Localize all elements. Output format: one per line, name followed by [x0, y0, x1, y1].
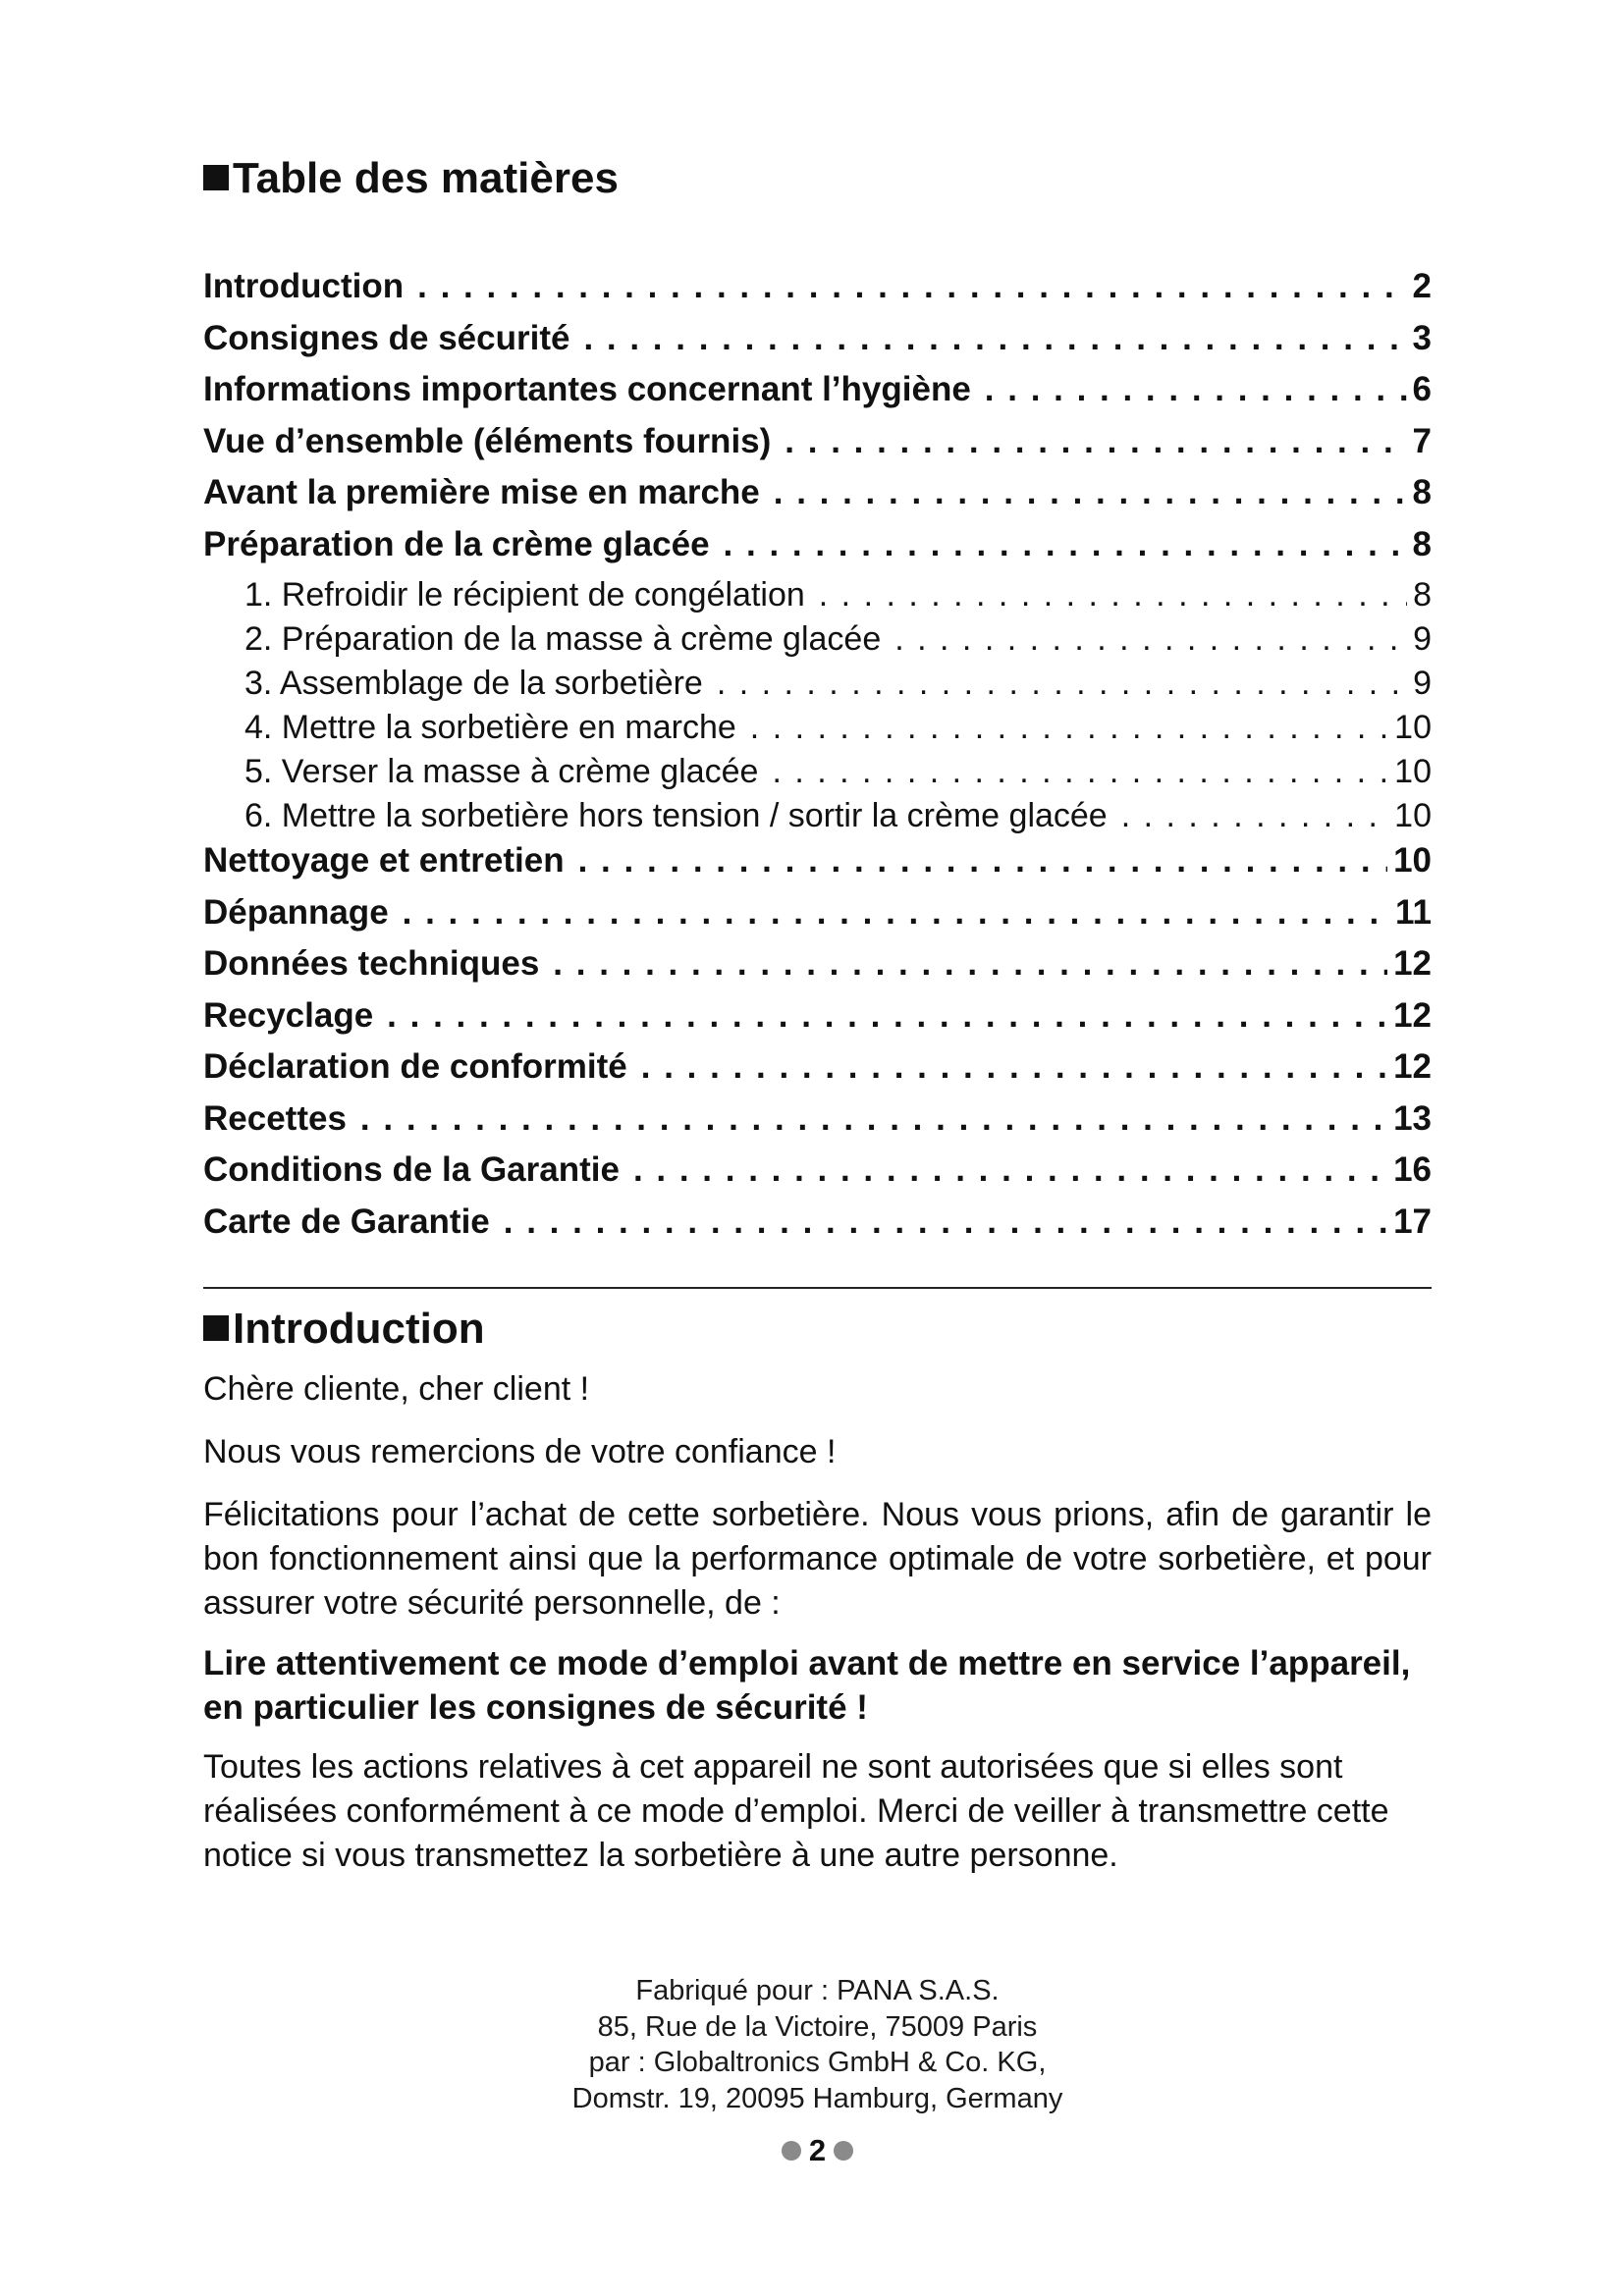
toc-entry[interactable]	[203, 893, 1432, 945]
toc-entry-label: Déclaration de conformité	[203, 1047, 627, 1086]
toc-leader-dots	[717, 665, 1407, 703]
toc-entry-page: 10	[1394, 709, 1432, 746]
toc-leader-dots	[772, 753, 1388, 791]
toc-entry-label: Dépannage	[203, 892, 389, 932]
toc-entry-label: 3. Assemblage de la sorbetière	[244, 665, 703, 702]
toc-entry-page: 11	[1395, 892, 1432, 932]
toc-subentry[interactable]	[203, 576, 1432, 620]
square-bullet-icon	[203, 1315, 229, 1341]
toc-entry-label: Nettoyage et entretien	[203, 841, 565, 880]
toc-leader-dots	[819, 576, 1407, 614]
toc-leader-dots	[985, 370, 1407, 409]
toc-entry-page: 9	[1413, 620, 1432, 658]
toc-leader-dots	[633, 1150, 1387, 1190]
thanks-paragraph: Nous vous remercions de votre confiance !	[203, 1433, 837, 1470]
toc-entry-page: 9	[1413, 665, 1432, 702]
usage-notice-paragraph: Toutes les actions relatives à cet appareil ne sont autorisées que si elles sont réalisées conformément à ce mode d’emploi. Merci de veiller à transmettre cette notice si vous transmettez la sorbetière à une autre personne.	[203, 1748, 1389, 1874]
toc-entry-page: 13	[1393, 1098, 1432, 1138]
toc-entry-page: 17	[1393, 1201, 1432, 1241]
toc-entry[interactable]	[203, 370, 1432, 422]
toc-leader-dots	[894, 620, 1407, 659]
toc-leader-dots	[360, 1099, 1387, 1139]
toc-entry[interactable]	[203, 1202, 1432, 1255]
toc-entry-label: 2. Préparation de la masse à crème glacée	[244, 620, 882, 658]
page-number-text: 2	[808, 2133, 827, 2167]
toc-entry-page: 12	[1393, 1047, 1432, 1086]
toc-entry-page: 2	[1412, 267, 1432, 305]
toc-leader-dots	[583, 319, 1406, 358]
square-bullet-icon	[203, 165, 229, 190]
toc-entry-label: Consignes de sécurité	[203, 318, 570, 357]
toc-entry[interactable]	[203, 422, 1432, 474]
toc-leader-dots	[504, 1202, 1387, 1242]
introduction-heading	[203, 1305, 485, 1353]
toc-entry-page: 6	[1412, 370, 1432, 408]
dot-icon	[834, 2141, 853, 2161]
toc-entry-label: Données techniques	[203, 944, 540, 983]
toc-entry-page: 10	[1394, 797, 1432, 834]
toc-leader-dots	[785, 422, 1406, 461]
footer-line: par : Globaltronics GmbH & Co. KG,	[588, 2047, 1047, 2078]
toc-leader-dots	[417, 267, 1406, 306]
toc-entry-page: 8	[1412, 524, 1432, 563]
toc-entry[interactable]	[203, 525, 1432, 577]
toc-entry-page: 8	[1413, 576, 1432, 614]
toc-entry-page: 10	[1394, 753, 1432, 790]
toc-entry-page: 3	[1412, 318, 1432, 357]
congratulations-paragraph: Félicitations pour l’achat de cette sorbetière. Nous vous prions, afin de garantir le bon fonctionnement ainsi que la performance optimale de votre sorbetière, et pour assurer votre sécurité personnelle, de :	[203, 1496, 1432, 1622]
toc-subentry[interactable]	[203, 709, 1432, 753]
toc-entry-label: 4. Mettre la sorbetière en marche	[244, 709, 736, 746]
toc-entry-page: 12	[1393, 944, 1432, 983]
toc-entry[interactable]	[203, 319, 1432, 371]
toc-entry[interactable]	[203, 996, 1432, 1048]
greeting-paragraph: Chère cliente, cher client !	[203, 1370, 590, 1408]
footer-line: Fabriqué pour : PANA S.A.S.	[635, 1975, 1000, 2006]
footer-line: Domstr. 19, 20095 Hamburg, Germany	[571, 2082, 1063, 2114]
toc-heading-text: Table des matières	[233, 154, 619, 202]
safety-warning-paragraph: Lire attentivement ce mode d’emploi avant de mettre en service l’appareil, en particulier les consignes de sécurité !	[203, 1644, 1411, 1727]
toc-entry[interactable]	[203, 1150, 1432, 1202]
toc-entry[interactable]	[203, 267, 1432, 319]
introduction-body	[203, 1367, 1432, 1878]
table-of-contents	[203, 267, 1432, 1254]
toc-entry-label: Informations importantes concernant l’hygiène	[203, 370, 971, 408]
toc-entry-label: Vue d’ensemble (éléments fournis)	[203, 421, 772, 460]
toc-entry[interactable]	[203, 841, 1432, 893]
introduction-heading-text: Introduction	[233, 1305, 485, 1353]
toc-entry[interactable]	[203, 944, 1432, 996]
toc-subentry[interactable]	[203, 753, 1432, 797]
manufacturer-footer	[203, 1973, 1432, 2116]
toc-subentry[interactable]	[203, 620, 1432, 665]
toc-entry-label: 5. Verser la masse à crème glacée	[244, 753, 759, 790]
toc-entry-label: Recettes	[203, 1098, 347, 1138]
toc-subentry[interactable]	[203, 665, 1432, 709]
toc-leader-dots	[750, 709, 1388, 747]
toc-leader-dots	[553, 944, 1387, 984]
toc-leader-dots	[578, 841, 1387, 881]
toc-leader-dots	[774, 473, 1407, 512]
section-divider	[203, 1287, 1432, 1289]
toc-leader-dots	[403, 893, 1389, 933]
toc-entry-label: Recyclage	[203, 995, 374, 1035]
toc-entry-label: Carte de Garantie	[203, 1201, 490, 1241]
toc-entry-page: 10	[1393, 841, 1432, 880]
toc-entry[interactable]	[203, 1099, 1432, 1151]
toc-entry-label: 6. Mettre la sorbetière hors tension / sortir la crème glacée	[244, 797, 1108, 834]
dot-icon	[782, 2141, 801, 2161]
toc-leader-dots	[387, 996, 1387, 1036]
toc-entry-label: Introduction	[203, 267, 405, 305]
footer-line: 85, Rue de la Victoire, 75009 Paris	[597, 2010, 1038, 2043]
toc-entry-label: Conditions de la Garantie	[203, 1150, 620, 1189]
toc-leader-dots	[724, 525, 1407, 564]
toc-heading	[203, 154, 619, 202]
page-number	[203, 2133, 1432, 2168]
toc-entry-page: 16	[1393, 1150, 1432, 1189]
toc-entry[interactable]	[203, 473, 1432, 525]
toc-leader-dots	[1121, 797, 1388, 835]
toc-entry-page: 12	[1393, 995, 1432, 1035]
toc-entry[interactable]	[203, 1047, 1432, 1099]
toc-entry-label: Préparation de la crème glacée	[203, 524, 710, 563]
toc-entry-page: 8	[1412, 473, 1432, 511]
toc-entry-label: Avant la première mise en marche	[203, 473, 760, 511]
toc-entry-page: 7	[1412, 421, 1432, 460]
toc-leader-dots	[641, 1047, 1387, 1087]
toc-entry-label: 1. Refroidir le récipient de congélation	[244, 576, 805, 614]
toc-subentry[interactable]	[203, 797, 1432, 841]
